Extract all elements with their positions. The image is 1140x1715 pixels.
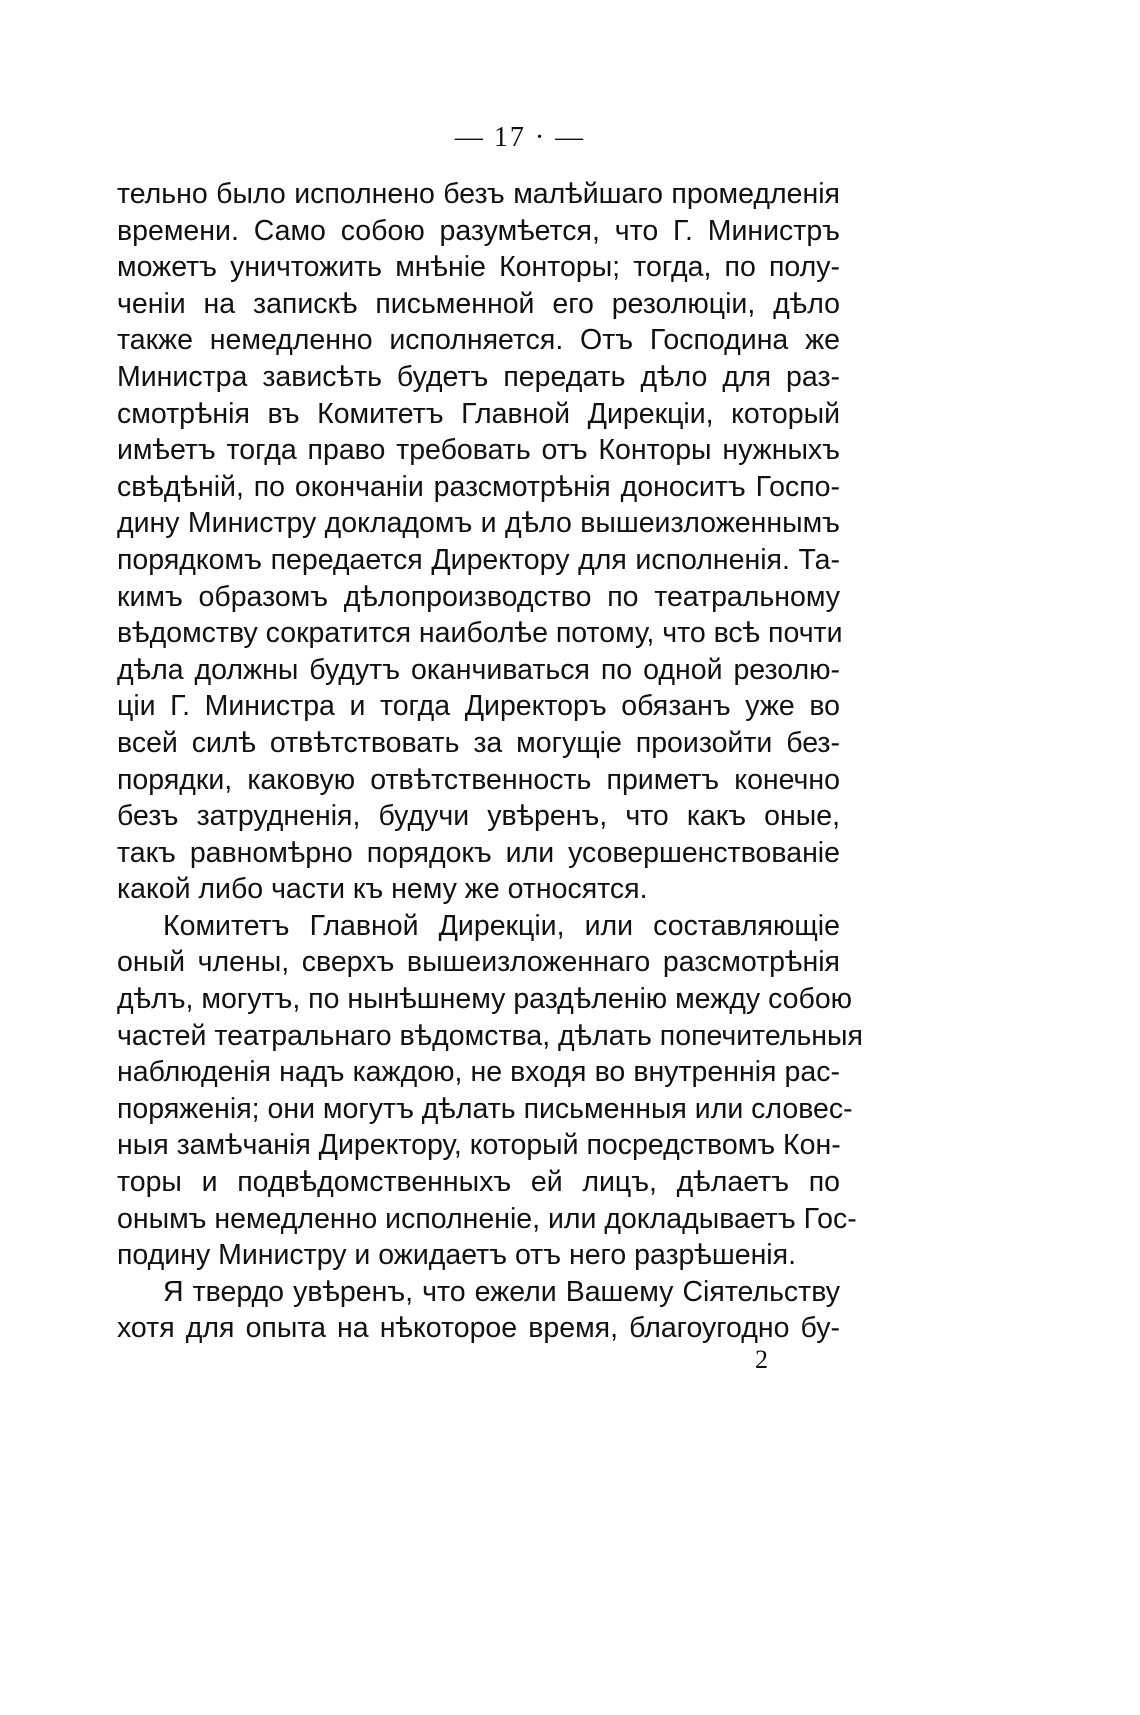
text-line: порядкомъ передается Директору для исполненія. Та- (117, 543, 840, 576)
text-line: Я твердо увѣренъ, что ежели Вашему Сіятельству (163, 1275, 840, 1308)
text-line: кимъ образомъ дѣлопроизводство по театральному (117, 580, 840, 613)
page-number-header: — 17 · — (454, 122, 586, 153)
body-text (117, 176, 863, 1347)
text-line: Министра зависѣть будетъ передать дѣло для раз- (117, 360, 840, 393)
text-line: времени. Само собою разумѣется, что Г. Министръ (117, 214, 840, 247)
text-line: всей силѣ отвѣтствовать за могущіе произойти без- (117, 726, 840, 759)
text-line: свѣдѣній, по окончаніи разсмотрѣнія доноситъ Госпо- (117, 470, 840, 503)
signature-mark: 2 (755, 1345, 768, 1374)
text-line: Комитетъ Главной Дирекціи, или составляющіе (163, 909, 840, 942)
text-line: можетъ уничтожить мнѣніе Конторы; тогда, по полу- (117, 251, 840, 284)
text-line: ныя замѣчанія Директору, который посредствомъ Кон- (117, 1129, 841, 1162)
text-line: торы и подвѣдомственныхъ ей лицъ, дѣлаетъ по (117, 1166, 840, 1199)
text-line: наблюденія надъ каждою, не входя во внутреннія рас- (117, 1056, 840, 1089)
text-line: тельно было исполнено безъ малѣйшаго промедленія (117, 178, 840, 210)
text-line: частей театральнаго вѣдомства, дѣлать попечительныя (117, 1019, 863, 1052)
text-line: имѣетъ тогда право требовать отъ Конторы нужныхъ (117, 434, 840, 467)
text-line: дину Министру докладомъ и дѣло вышеизложеннымъ (117, 507, 840, 540)
text-line: также немедленно исполняется. Отъ Господина же (117, 324, 840, 357)
text-line: дѣлъ, могутъ, по нынѣшнему раздѣленію между собою (117, 983, 853, 1016)
text-line: хотя для опыта на нѣкоторое время, благоугодно бу- (117, 1312, 840, 1345)
text-line: подину Министру и ожидаетъ отъ него разрѣшенія. (117, 1239, 796, 1272)
text-line: ченіи на запискѣ письменной его резолюціи, дѣло (117, 287, 840, 320)
text-line: дѣла должны будутъ оканчиваться по одной резолю- (117, 653, 840, 686)
text-line: онымъ немедленно исполненіе, или докладываетъ Гос- (117, 1202, 857, 1235)
text-line: вѣдомству сократится наиболѣе потому, что всѣ почти (117, 617, 843, 650)
text-line: такъ равномѣрно порядокъ или усовершенствованіе (117, 836, 840, 869)
text-line: безъ затрудненія, будучи увѣренъ, что какъ оные, (117, 800, 840, 833)
text-line: оный члены, сверхъ вышеизложеннаго разсмотрѣнія (117, 946, 840, 979)
text-line: поряженія; они могутъ дѣлать письменныя или словес- (117, 1092, 853, 1125)
text-line: какой либо части къ нему же относятся. (117, 873, 648, 906)
text-line: ціи Г. Министра и тогда Директоръ обязанъ уже во (117, 690, 840, 723)
text-line: порядки, каковую отвѣтственность приметъ конечно (117, 763, 840, 796)
text-line: смотрѣнія въ Комитетъ Главной Дирекціи, который (117, 397, 840, 430)
